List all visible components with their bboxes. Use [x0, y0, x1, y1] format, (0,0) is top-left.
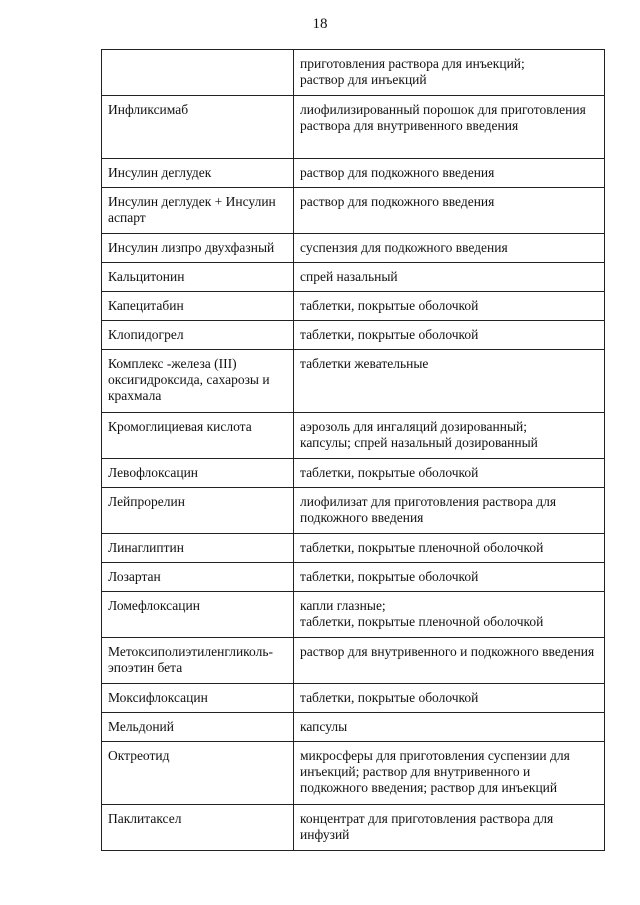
dosage-form-cell: микросферы для приготовления суспензии для инъекций; раствор для внутривенного и подкожного введения; раствор для инъекций — [294, 742, 605, 805]
drug-name-cell: Лейпрорелин — [102, 488, 294, 534]
drug-name-cell: Капецитабин — [102, 292, 294, 321]
drug-name-cell: Метоксиполиэтиленгликоль-эпоэтин бета — [102, 638, 294, 684]
dosage-form-cell: таблетки, покрытые оболочкой — [294, 459, 605, 488]
drug-name-cell: Октреотид — [102, 742, 294, 805]
dosage-form-cell: суспензия для подкожного введения — [294, 234, 605, 263]
dosage-form-cell: таблетки, покрытые пленочной оболочкой — [294, 534, 605, 563]
drug-name-cell: Ломефлоксацин — [102, 592, 294, 638]
table-row — [102, 684, 605, 713]
dosage-form-cell: лиофилизат для приготовления раствора для подкожного введения — [294, 488, 605, 534]
drug-name-cell: Комплекс -железа (III) оксигидроксида, сахарозы и крахмала — [102, 350, 294, 413]
page-number: 18 — [312, 16, 328, 32]
dosage-form-cell: концентрат для приготовления раствора для инфузий — [294, 805, 605, 851]
drug-name-cell: Левофлоксацин — [102, 459, 294, 488]
dosage-form-cell: капли глазные; таблетки, покрытые пленочной оболочкой — [294, 592, 605, 638]
dosage-form-cell: таблетки, покрытые оболочкой — [294, 563, 605, 592]
table-row — [102, 742, 605, 805]
table-row — [102, 188, 605, 234]
drug-name-cell: Инсулин деглудек — [102, 159, 294, 188]
table-row — [102, 713, 605, 742]
drug-table — [101, 49, 605, 851]
drug-name-cell: Инсулин лизпро двухфазный — [102, 234, 294, 263]
dosage-form-cell: таблетки, покрытые оболочкой — [294, 321, 605, 350]
dosage-form-cell: приготовления раствора для инъекций; раствор для инъекций — [294, 50, 605, 96]
table-row — [102, 413, 605, 459]
dosage-form-cell: раствор для подкожного введения — [294, 159, 605, 188]
table-row — [102, 459, 605, 488]
drug-name-cell: Мельдоний — [102, 713, 294, 742]
table-row — [102, 534, 605, 563]
drug-name-cell — [102, 50, 294, 96]
drug-name-cell: Инфликсимаб — [102, 96, 294, 159]
table-row — [102, 292, 605, 321]
drug-name-cell: Моксифлоксацин — [102, 684, 294, 713]
drug-name-cell: Инсулин деглудек + Инсулин аспарт — [102, 188, 294, 234]
table-row — [102, 638, 605, 684]
drug-name-cell: Кромоглициевая кислота — [102, 413, 294, 459]
table-row — [102, 50, 605, 96]
table-row — [102, 563, 605, 592]
dosage-form-cell: спрей назальный — [294, 263, 605, 292]
table-row — [102, 488, 605, 534]
drug-name-cell: Паклитаксел — [102, 805, 294, 851]
table-row — [102, 350, 605, 413]
dosage-form-cell: таблетки, покрытые оболочкой — [294, 684, 605, 713]
dosage-form-cell: раствор для внутривенного и подкожного введения — [294, 638, 605, 684]
drug-name-cell: Линаглиптин — [102, 534, 294, 563]
dosage-form-cell: таблетки, покрытые оболочкой — [294, 292, 605, 321]
dosage-form-cell: раствор для подкожного введения — [294, 188, 605, 234]
table-row — [102, 96, 605, 159]
table-row — [102, 321, 605, 350]
table-row — [102, 159, 605, 188]
drug-name-cell: Клопидогрел — [102, 321, 294, 350]
drug-name-cell: Кальцитонин — [102, 263, 294, 292]
dosage-form-cell: таблетки жевательные — [294, 350, 605, 413]
table-row — [102, 805, 605, 851]
dosage-form-cell: лиофилизированный порошок для приготовления раствора для внутривенного введения — [294, 96, 605, 159]
dosage-form-cell: капсулы — [294, 713, 605, 742]
table-row — [102, 234, 605, 263]
table-row — [102, 592, 605, 638]
drug-name-cell: Лозартан — [102, 563, 294, 592]
table-row — [102, 263, 605, 292]
dosage-form-cell: аэрозоль для ингаляций дозированный; капсулы; спрей назальный дозированный — [294, 413, 605, 459]
